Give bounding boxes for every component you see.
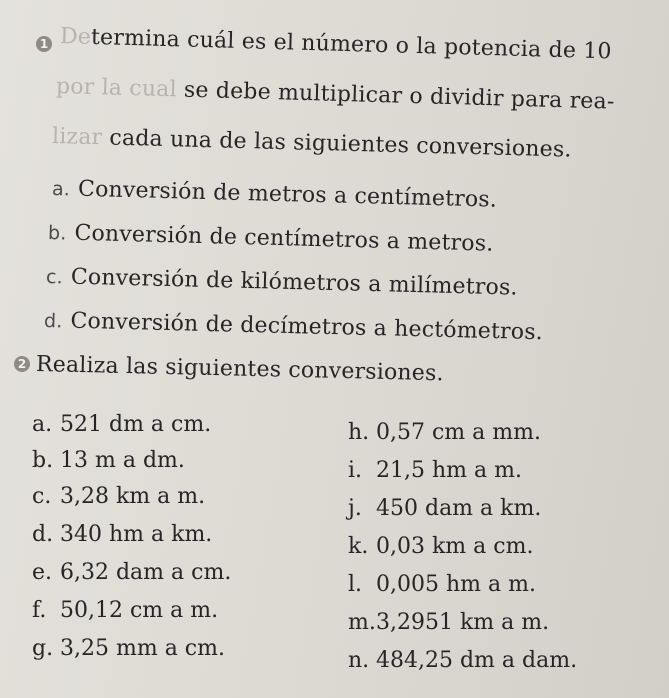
exercise-2-item-f-letter: f. [32, 598, 47, 623]
exercise-1-line-2-faded: por la cual [55, 74, 178, 103]
exercise-2-item-h-text: 0,57 cm a mm. [376, 420, 541, 445]
exercise-1-line-1 [60, 24, 612, 64]
exercise-1-item-c-text: Conversión de kilómetros a milímetros. [70, 264, 518, 301]
exercise-2-item-n [348, 648, 577, 673]
exercise-1-line-3-faded: lizar [51, 124, 103, 151]
exercise-2-item-g [32, 636, 225, 661]
exercise-1-line-2 [56, 74, 615, 115]
exercise-2-item-a-text: 521 dm a cm. [60, 412, 212, 437]
exercise-2-item-k-text: 0,03 km a cm. [376, 534, 534, 559]
exercise-2-item-h [348, 420, 541, 445]
exercise-2-item-l-text: 0,005 hm a m. [376, 572, 536, 597]
exercise-1-number-text: 1 [39, 37, 49, 51]
exercise-1-item-b [48, 220, 494, 257]
exercise-2-number-text: 2 [17, 357, 27, 371]
exercise-1-item-c [46, 264, 518, 301]
exercise-1-item-c-letter: c. [45, 266, 64, 289]
exercise-2-item-k-letter: k. [348, 534, 369, 559]
exercise-1-item-b-text: Conversión de centímetros a metros. [74, 220, 494, 257]
exercise-1-number [36, 36, 52, 52]
exercise-2-item-n-text: 484,25 dm a dam. [376, 648, 578, 673]
exercise-2-item-m [348, 610, 549, 635]
exercise-2-item-d [32, 522, 212, 547]
exercise-2-item-c [32, 484, 205, 509]
exercise-2-item-m-text: 3,2951 km a m. [376, 610, 550, 635]
exercise-1-line-1-faded: De [59, 24, 92, 50]
exercise-2-item-f [32, 598, 218, 623]
exercise-1-item-a-text: Conversión de metros a centímetros. [77, 176, 498, 213]
exercise-2-item-e [32, 560, 231, 585]
exercise-1-item-d [44, 308, 544, 345]
exercise-2-item-d-text: 340 hm a km. [60, 522, 213, 547]
exercise-2-item-e-text: 6,32 dam a cm. [60, 560, 232, 585]
exercise-2-item-i-text: 21,5 hm a m. [376, 458, 522, 483]
exercise-1-item-b-letter: b. [47, 222, 67, 245]
exercise-2-item-g-text: 3,25 mm a cm. [60, 636, 225, 661]
exercise-2-item-l-letter: l. [348, 572, 363, 597]
exercise-1-item-d-letter: d. [43, 310, 63, 333]
exercise-2-item-c-text: 3,28 km a m. [60, 484, 206, 509]
exercise-2-item-n-letter: n. [348, 648, 370, 673]
exercise-2-item-l [348, 572, 536, 597]
exercise-2-title-text: Realiza las siguientes conversiones. [35, 352, 444, 387]
exercise-2-item-j-letter: j. [348, 496, 362, 521]
exercise-2-item-i [348, 458, 522, 483]
exercise-2-number [14, 356, 30, 372]
exercise-2-item-h-letter: h. [348, 420, 370, 445]
exercise-2-item-b-text: 13 m a dm. [60, 448, 185, 473]
exercise-1-item-a [52, 176, 498, 213]
exercise-2-item-j-text: 450 dam a km. [376, 496, 542, 521]
exercise-1-line-3-text: cada una de las siguientes conversiones. [101, 125, 572, 163]
exercise-1-line-3 [52, 124, 572, 163]
exercise-1-line-1-text: termina cuál es el número o la potencia de 10 [90, 24, 613, 65]
exercise-2-item-k [348, 534, 533, 559]
exercise-2-item-b [32, 448, 185, 473]
exercise-2-title [36, 352, 444, 386]
exercise-2-item-e-letter: e. [32, 560, 53, 585]
exercise-2-item-b-letter: b. [32, 448, 54, 473]
exercise-2-item-g-letter: g. [32, 636, 54, 661]
exercise-2-item-d-letter: d. [32, 522, 54, 547]
exercise-1-item-a-letter: a. [51, 178, 71, 201]
exercise-2-item-c-letter: c. [32, 484, 52, 509]
exercise-2-item-a-letter: a. [32, 412, 53, 437]
exercise-1-item-d-text: Conversión de decímetros a hectómetros. [70, 308, 544, 346]
exercise-2-item-f-text: 50,12 cm a m. [60, 598, 219, 623]
exercise-2-item-a [32, 412, 211, 437]
exercise-2-item-j [348, 496, 541, 521]
exercise-2-item-i-letter: i. [348, 458, 363, 483]
exercise-2-item-m-letter: m. [348, 610, 376, 635]
exercise-1-line-2-text: se debe multiplicar o dividir para rea- [176, 77, 615, 115]
